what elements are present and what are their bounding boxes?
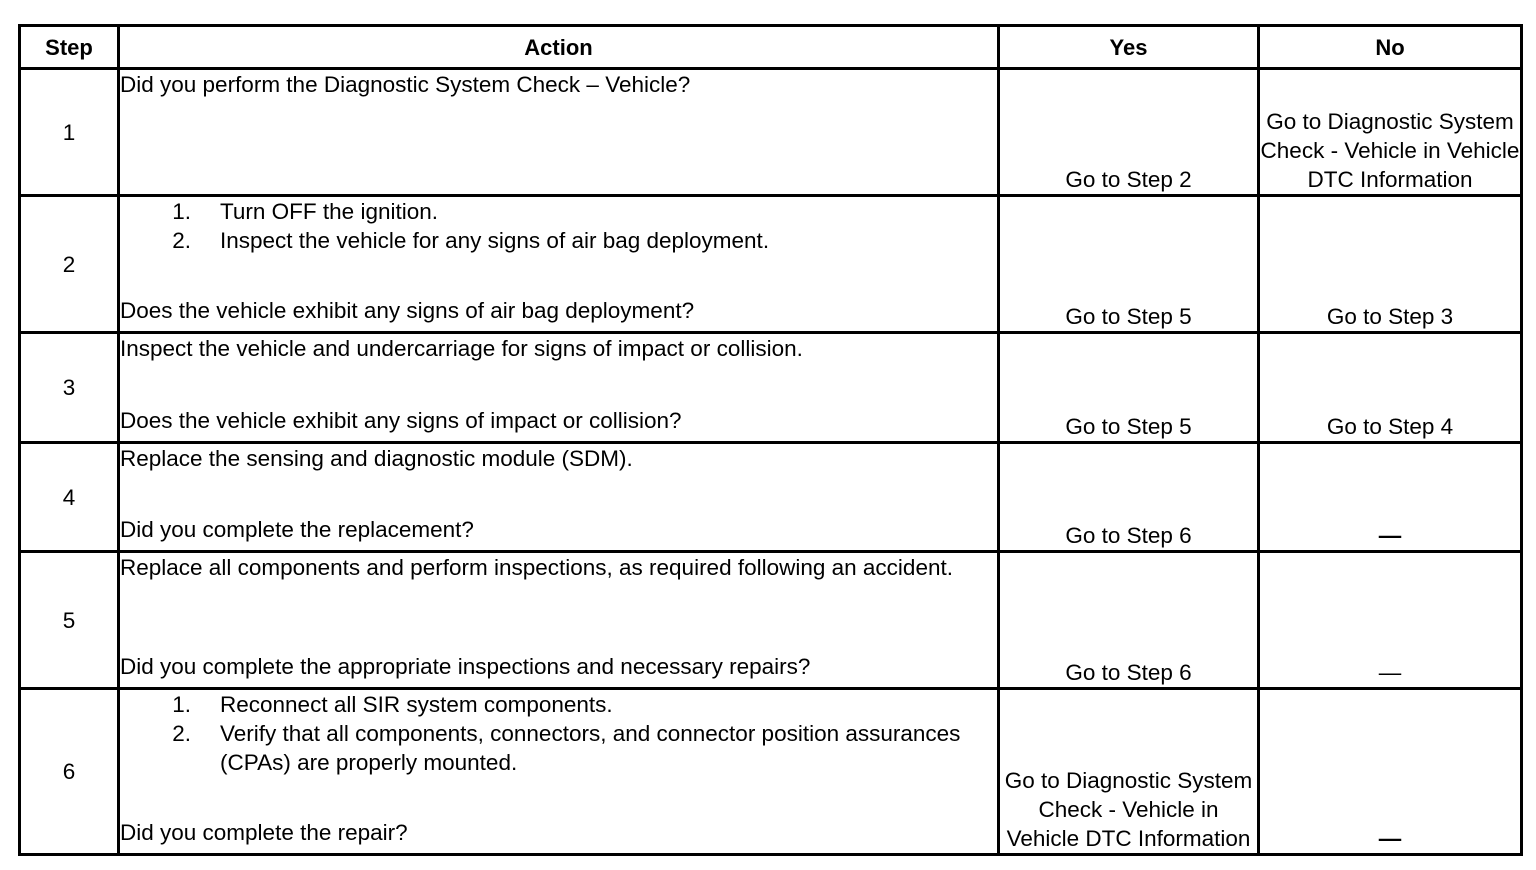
action-question: Does the vehicle exhibit any signs of impact or collision?	[120, 408, 682, 433]
yes-cell: Go to Step 5	[999, 196, 1259, 333]
step-number: 1	[20, 69, 119, 196]
yes-cell: Go to Step 6	[999, 443, 1259, 552]
table-row	[20, 333, 1522, 443]
substep-text: Turn OFF the ignition.	[220, 199, 439, 224]
substep-list	[120, 690, 997, 777]
substep-number: 2.	[172, 228, 191, 253]
substep-text: Reconnect all SIR system components.	[220, 692, 613, 717]
step-number: 5	[20, 552, 119, 689]
no-cell: —	[1259, 689, 1522, 855]
substep-text: Verify that all components, connectors, and connector position assurances (CPAs) are properly mounted.	[220, 721, 961, 775]
substep-list	[120, 197, 997, 255]
table-row	[20, 443, 1522, 552]
action-instruction: Replace the sensing and diagnostic module (SDM).	[120, 446, 633, 471]
action-instruction: Inspect the vehicle and undercarriage for signs of impact or collision.	[120, 336, 803, 361]
table-row	[20, 69, 1522, 196]
yes-cell: Go to Step 6	[999, 552, 1259, 689]
list-item	[120, 226, 997, 255]
action-cell	[119, 689, 999, 855]
no-cell: Go to Step 3	[1259, 196, 1522, 333]
action-question: Did you complete the appropriate inspections and necessary repairs?	[120, 654, 811, 679]
action-cell	[119, 552, 999, 689]
action-question: Did you complete the repair?	[120, 820, 408, 845]
list-item	[120, 690, 997, 719]
action-instruction: Did you perform the Diagnostic System Check – Vehicle?	[120, 72, 691, 97]
list-item	[120, 197, 997, 226]
table-row	[20, 689, 1522, 855]
action-cell	[119, 443, 999, 552]
yes-cell: Go to Step 2	[999, 69, 1259, 196]
action-cell	[119, 69, 999, 196]
table-row	[20, 196, 1522, 333]
yes-cell: Go to Step 5	[999, 333, 1259, 443]
step-number: 3	[20, 333, 119, 443]
no-cell: Go to Diagnostic System Check - Vehicle in Vehicle DTC Information	[1259, 69, 1522, 196]
no-cell: —	[1259, 443, 1522, 552]
table-row	[20, 552, 1522, 689]
step-number: 2	[20, 196, 119, 333]
header-yes: Yes	[999, 26, 1259, 69]
no-cell: —	[1259, 552, 1522, 689]
substep-number: 1.	[172, 692, 191, 717]
substep-text: Inspect the vehicle for any signs of air bag deployment.	[220, 228, 770, 253]
diagnostic-table	[18, 24, 1523, 856]
action-question: Did you complete the replacement?	[120, 517, 474, 542]
step-number: 6	[20, 689, 119, 855]
action-cell	[119, 333, 999, 443]
list-item	[120, 719, 997, 777]
action-question: Does the vehicle exhibit any signs of air bag deployment?	[120, 298, 695, 323]
substep-number: 2.	[172, 721, 191, 746]
header-action: Action	[119, 26, 999, 69]
substep-number: 1.	[172, 199, 191, 224]
no-cell: Go to Step 4	[1259, 333, 1522, 443]
action-cell	[119, 196, 999, 333]
header-row	[20, 26, 1522, 69]
header-no: No	[1259, 26, 1522, 69]
yes-cell: Go to Diagnostic System Check - Vehicle in Vehicle DTC Information	[999, 689, 1259, 855]
action-instruction: Replace all components and perform inspections, as required following an accident.	[120, 555, 953, 580]
header-step: Step	[20, 26, 119, 69]
step-number: 4	[20, 443, 119, 552]
